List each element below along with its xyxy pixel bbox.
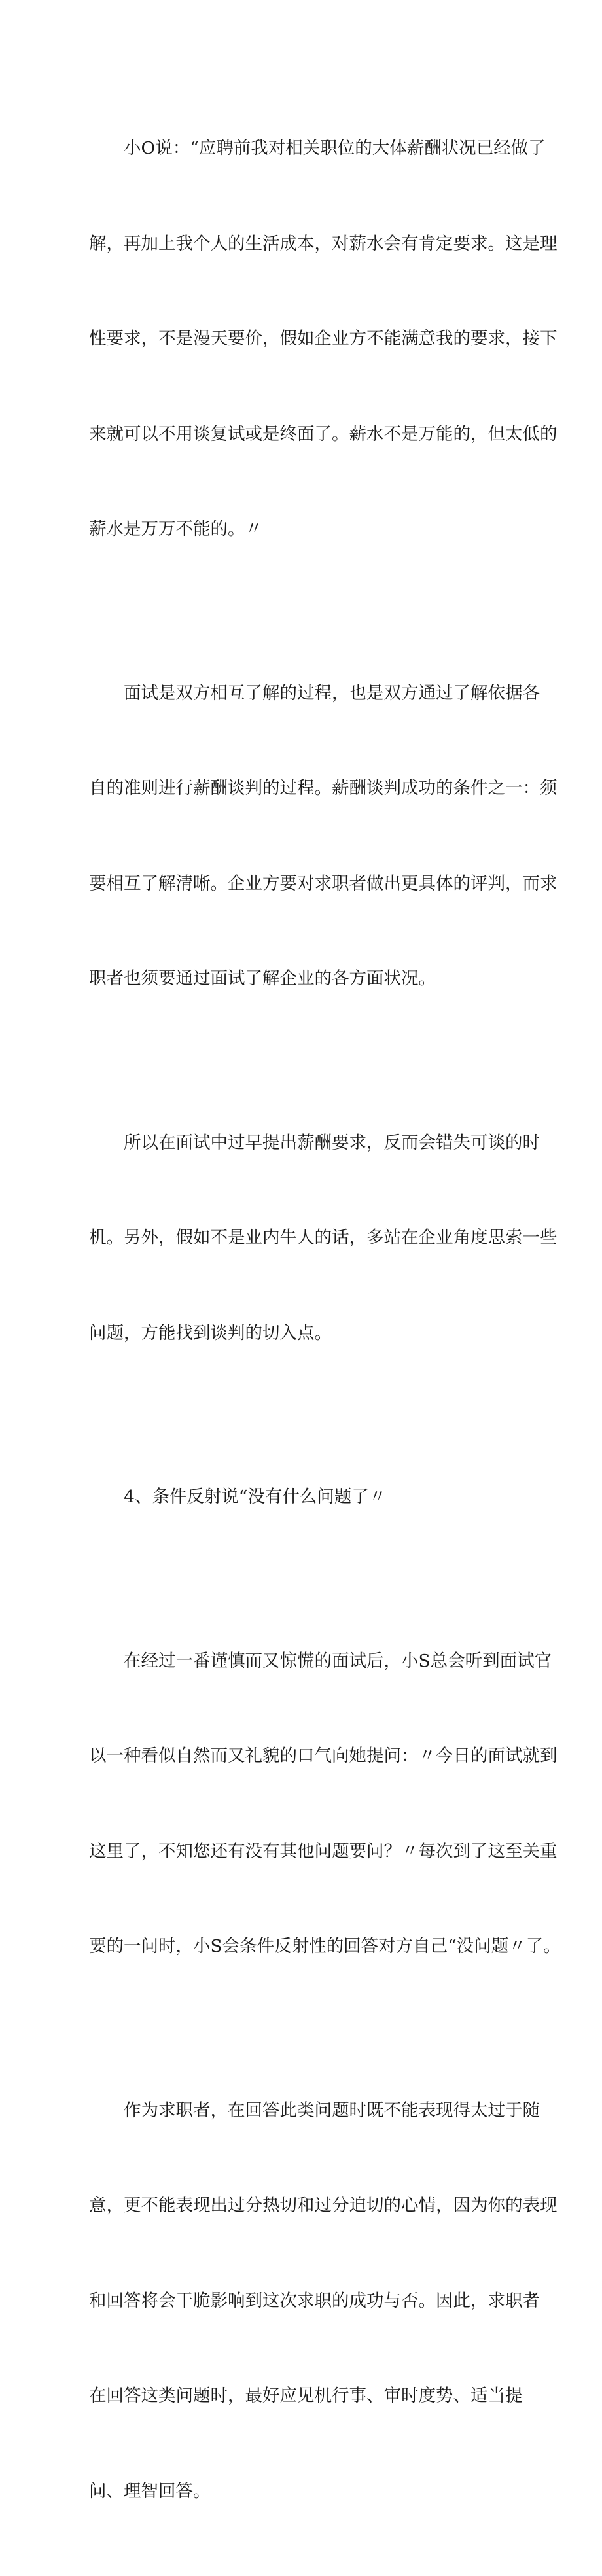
text-line: 所以在面试中过早提出薪酬要求，反而会错失可谈的时 [124,1132,540,1153]
text-line: 来就可以不用谈复试或是终面了。薪水不是万能的，但太低的 [89,423,558,444]
text-line: 在回答这类问题时，最好应见机行事、审时度势、适当提 [89,2386,523,2406]
text-line: 自的准则进行薪酬谈判的过程。薪酬谈判成功的条件之一：须 [89,778,558,798]
paragraph-salary-quote [89,69,558,609]
paragraph-reflex-answer [89,1582,561,2026]
text-line: 这里了，不知您还有没有其他问题要问？〃每次到了这至关重 [89,1841,558,1861]
text-line: 薪水是万万不能的。〃 [89,519,262,539]
section-heading [89,1418,529,1577]
text-line: 解，再加上我个人的生活成本，对薪水会有肯定要求。这是理 [89,233,558,254]
text-line: 问、理智回答。 [89,2480,211,2501]
paragraph-timing-advice [89,1064,558,1413]
text-line: 小O说：“应聘前我对相关职位的大体薪酬状况已经做了 [124,138,546,158]
paragraph-interview-process [89,614,558,1059]
text-line: 要的一问时，小S会条件反射性的回答对方自己“没问题〃了。 [89,1936,561,1956]
text-line: 以一种看似自然而又礼貌的口气向她提问：〃今日的面试就到 [89,1746,558,1766]
heading-text: 4、条件反射说“没有什么问题了〃 [124,1487,387,1507]
text-line: 面试是双方相互了解的过程，也是双方通过了解依据各 [124,682,540,703]
text-line: 在经过一番谨慎而又惊慌的面试后，小S总会听到面试官 [124,1650,552,1671]
text-line: 职者也须要通过面试了解企业的各方面状况。 [89,968,436,989]
document-body [89,69,561,2576]
text-line: 作为求职者，在回答此类问题时既不能表现得太过于随 [124,2100,540,2121]
text-line: 问题，方能找到谈判的切入点。 [89,1322,332,1343]
paragraph-answer-advice [89,2032,558,2571]
text-line: 性要求，不是漫天要价，假如企业方不能满意我的要求，接下 [89,328,558,349]
text-line: 要相互了解清晰。企业方要对求职者做出更具体的评判，而求 [89,873,558,894]
text-line: 机。另外，假如不是业内牛人的话，多站在企业角度思索一些 [89,1227,558,1248]
text-line: 意，更不能表现出过分热切和过分迫切的心情，因为你的表现 [89,2195,558,2215]
text-line: 和回答将会干脆影响到这次求职的成功与否。因此，求职者 [89,2290,540,2311]
